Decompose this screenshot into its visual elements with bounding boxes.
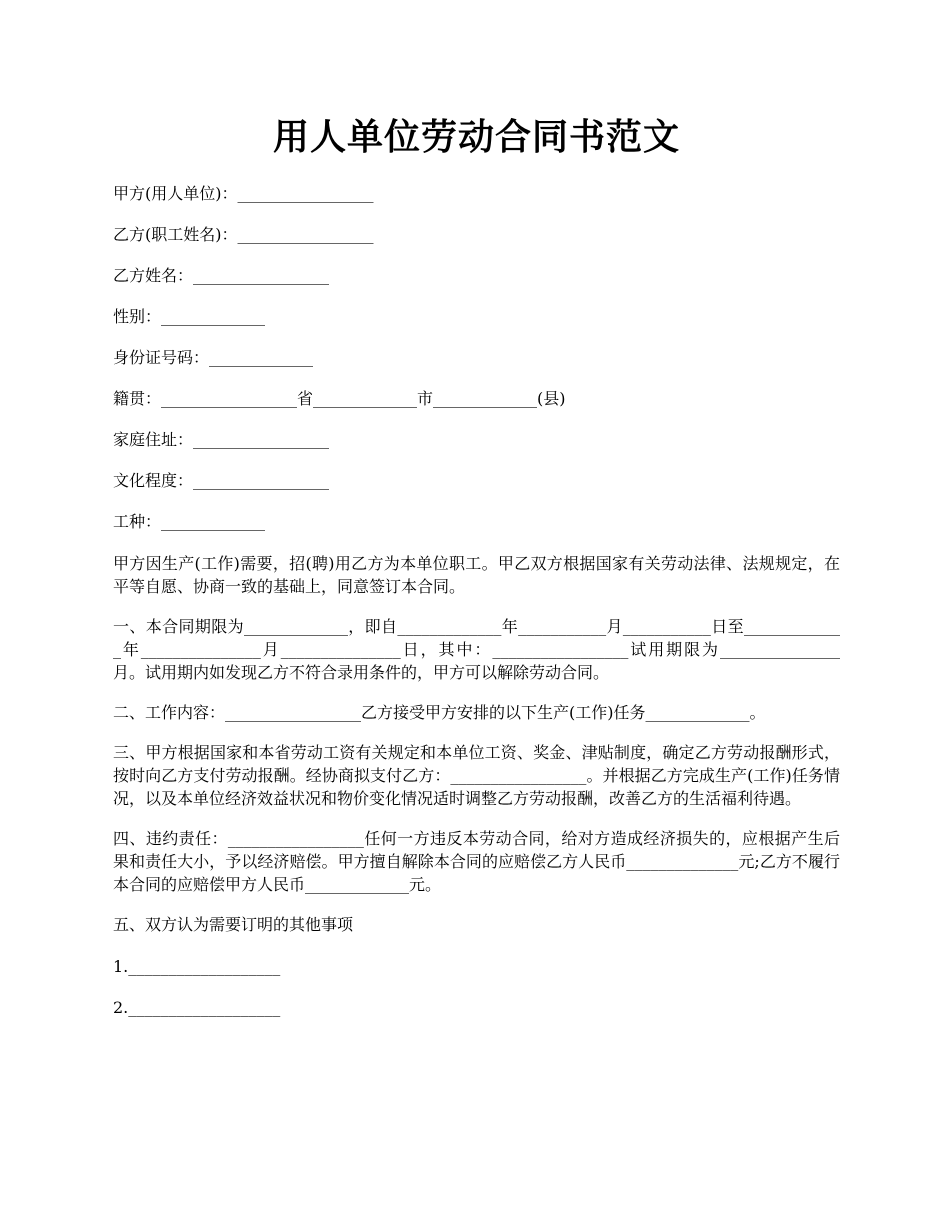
field-party-b-name: 乙方姓名：_________________ — [113, 266, 330, 285]
field-native-place: 籍贯：_________________省_____________市_____________(县) — [113, 389, 566, 408]
list-item: 2.___________________ — [113, 998, 281, 1017]
field-id-number: 身份证号码：_____________ — [113, 348, 314, 367]
paragraph-work-content: 二、工作内容：_________________乙方接受甲方安排的以下生产(工作)任务_____________。 — [113, 703, 766, 722]
field-home-address: 家庭住址：_________________ — [113, 430, 330, 449]
field-employee-name: 乙方(职工姓名)：_________________ — [113, 225, 374, 244]
field-job-type: 工种：_____________ — [113, 512, 266, 531]
field-education: 文化程度：_________________ — [113, 471, 330, 490]
document-title: 用人单位劳动合同书范文 — [272, 116, 680, 158]
field-gender: 性别：_____________ — [113, 307, 266, 326]
list-item: 1.___________________ — [113, 957, 281, 976]
paragraph-term: 一、本合同期限为_____________，即自_____________年___________月___________日至_____________年_______________月_______________日，其中：_________________试用期限为_______________月。试用期内如发现乙方不符合录用条件的，甲方可以解除劳动合同。 — [113, 617, 840, 682]
field-employer: 甲方(用人单位)：_________________ — [113, 184, 374, 203]
contract-body — [113, 552, 840, 1035]
paragraph-liability: 四、违约责任：_________________任何一方违反本劳动合同，给对方造成经济损失的，应根据产生后果和责任大小，予以经济赔偿。甲方擅自解除本合同的应赔偿乙方人民币______________元;乙方不履行本合同的应赔偿甲方人民币_____________元。 — [113, 829, 840, 894]
party-info-fields — [113, 180, 840, 549]
paragraph-remuneration: 三、甲方根据国家和本省劳动工资有关规定和本单位工资、奖金、津贴制度，确定乙方劳动报酬形式，按时向乙方支付劳动报酬。经协商拟支付乙方：_________________。并根据乙方完成生产(工作)任务情况，以及本单位经济效益状况和物价变化情况适时调整乙方劳动报酬，改善乙方的生活福利待遇。 — [113, 743, 840, 808]
paragraph-other-matters: 五、双方认为需要订明的其他事项 — [113, 915, 354, 934]
paragraph-intro: 甲方因生产(工作)需要，招(聘)用乙方为本单位职工。甲乙双方根据国家有关劳动法律、法规规定，在平等自愿、协商一致的基础上，同意签订本合同。 — [113, 554, 840, 596]
